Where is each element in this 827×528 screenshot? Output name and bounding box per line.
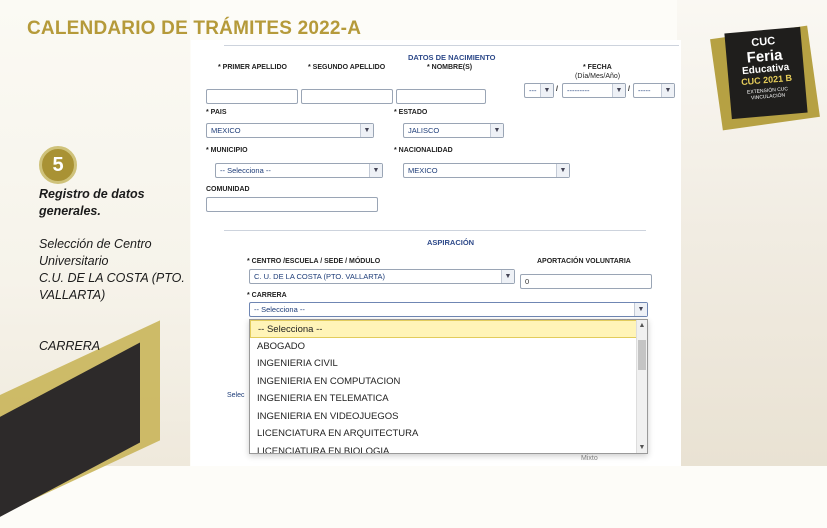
logo-text: CUC 2021 B — [740, 72, 793, 88]
fecha-month-select[interactable] — [562, 83, 626, 98]
date-separator: / — [628, 86, 630, 93]
nacionalidad-select[interactable] — [403, 163, 570, 178]
fecha-format-label: (Día/Mes/Año) — [575, 73, 621, 80]
center-note-line: VALLARTA) — [39, 288, 106, 302]
logo-text: CUC — [750, 35, 776, 50]
center-note-line: C.U. DE LA COSTA (PTO. — [39, 271, 185, 285]
step-title — [39, 186, 145, 220]
slide-title: CALENDARIO DE TRÁMITES 2022-A — [27, 18, 362, 39]
segundo-apellido-input[interactable] — [301, 89, 393, 104]
fecha-year-select[interactable] — [633, 83, 675, 98]
estado-label: * ESTADO — [394, 109, 428, 116]
chevron-down-icon: ▼ — [369, 164, 382, 177]
dropdown-option[interactable]: INGENIERIA EN TELEMATICA — [257, 393, 389, 404]
carrera-label: * CARRERA — [247, 292, 287, 299]
chevron-down-icon: ▼ — [661, 84, 674, 97]
hidden-select-fragment: Selec — [227, 392, 245, 399]
comunidad-input[interactable] — [206, 197, 378, 212]
center-note-line: Selección de Centro — [39, 237, 152, 251]
chevron-down-icon: ▼ — [556, 164, 569, 177]
logo-text: Feria — [745, 46, 784, 67]
chevron-down-icon: ▼ — [501, 270, 514, 283]
nacionalidad-label: * NACIONALIDAD — [394, 147, 453, 154]
chevron-down-icon: ▼ — [612, 84, 625, 97]
pais-select[interactable] — [206, 123, 374, 138]
section-title-nacimiento: DATOS DE NACIMIENTO — [408, 53, 496, 62]
carrera-dropdown-list[interactable] — [249, 319, 648, 454]
dropdown-option[interactable]: LICENCIATURA EN ARQUITECTURA — [257, 428, 419, 439]
logo-text: EXTENSIÓN CUC VINCULACIÓN — [746, 86, 789, 102]
feria-educativa-logo — [716, 22, 816, 122]
nacionalidad-value: MEXICO — [408, 166, 438, 175]
dropdown-option[interactable]: INGENIERIA CIVIL — [257, 358, 338, 369]
date-separator: / — [556, 86, 558, 93]
estado-select[interactable] — [403, 123, 504, 138]
center-selection-note — [39, 236, 185, 304]
dropdown-option[interactable]: LICENCIATURA EN BIOLOGIA — [257, 445, 390, 454]
chevron-down-icon: ▼ — [634, 303, 647, 316]
chevron-down-icon: ▼ — [540, 84, 553, 97]
fecha-label: * FECHA — [583, 64, 612, 71]
scrollbar-thumb[interactable] — [638, 340, 646, 370]
dropdown-scrollbar[interactable] — [636, 320, 647, 453]
logo-card — [724, 27, 807, 119]
step-title-line: generales. — [39, 204, 101, 218]
dropdown-option[interactable]: ABOGADO — [257, 340, 306, 352]
municipio-label: * MUNICIPIO — [206, 147, 248, 154]
section-title-aspiracion: ASPIRACIÓN — [427, 238, 475, 247]
aportacion-input[interactable]: 0 — [520, 274, 652, 289]
municipio-value: -- Selecciona -- — [220, 166, 271, 175]
primer-apellido-label: * PRIMER APELLIDO — [218, 64, 287, 71]
carrera-select[interactable] — [249, 302, 648, 317]
fecha-day-value: --- — [529, 86, 537, 95]
dropdown-option[interactable]: -- Selecciona -- — [250, 320, 647, 338]
estado-value: JALISCO — [408, 126, 440, 135]
dropdown-option[interactable]: INGENIERIA EN COMPUTACION — [257, 375, 401, 387]
municipio-select[interactable] — [215, 163, 383, 178]
aportacion-label: APORTACIÓN VOLUNTARIA — [537, 258, 631, 265]
step-title-line: Registro de datos — [39, 187, 145, 201]
chevron-down-icon: ▼ — [360, 124, 373, 137]
comunidad-label: COMUNIDAD — [206, 186, 250, 193]
segundo-apellido-label: * SEGUNDO APELLIDO — [308, 64, 386, 71]
centro-value: C. U. DE LA COSTA (PTO. VALLARTA) — [254, 272, 386, 281]
primer-apellido-input[interactable] — [206, 89, 298, 104]
nombre-label: * NOMBRE(S) — [427, 64, 473, 71]
scroll-down-icon[interactable]: ▼ — [638, 444, 646, 451]
pais-value: MEXICO — [211, 126, 241, 135]
dropdown-option[interactable]: INGENIERIA EN VIDEOJUEGOS — [257, 410, 399, 422]
carrera-value: -- Selecciona -- — [254, 305, 305, 314]
logo-text: Educativa — [741, 61, 790, 78]
nombre-input[interactable] — [396, 89, 486, 104]
divider — [224, 45, 679, 46]
fecha-day-select[interactable] — [524, 83, 554, 98]
divider — [224, 230, 646, 231]
center-note-line: Universitario — [39, 254, 109, 268]
carrera-note: CARRERA — [39, 339, 101, 353]
step-number-badge: 5 — [39, 146, 77, 184]
scroll-up-icon[interactable]: ▲ — [638, 322, 646, 329]
centro-select[interactable] — [249, 269, 515, 284]
chevron-down-icon: ▼ — [490, 124, 503, 137]
fecha-month-value: --------- — [567, 86, 590, 95]
fecha-year-value: ----- — [638, 86, 651, 95]
bottom-fragment: Mixto — [581, 455, 598, 462]
registration-form-panel — [191, 40, 681, 466]
pais-label: * PAIS — [206, 109, 227, 116]
centro-label: * CENTRO /ESCUELA / SEDE / MÓDULO — [247, 258, 381, 265]
